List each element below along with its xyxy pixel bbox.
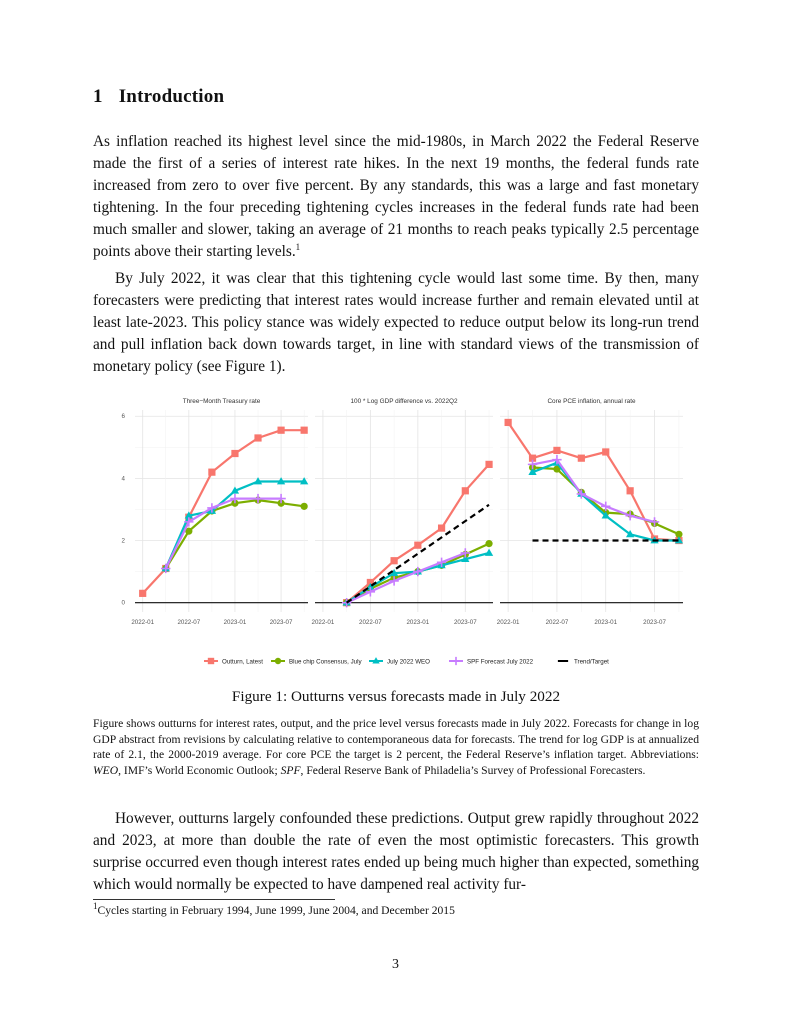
footnote [93, 901, 699, 917]
panel-title: Three−Month Treasury rate [182, 398, 261, 405]
panel-background [500, 410, 683, 612]
legend-label: SPF Forecast July 2022 [467, 658, 534, 666]
figure-note-abbrev-spf: SPF [280, 763, 301, 777]
figure-note-part-3: , Federal Reserve Bank of Philadelia’s Survey of Professional Forecasters. [300, 763, 646, 777]
data-point-outturn [602, 448, 609, 455]
legend-label: Outturn, Latest [222, 658, 263, 666]
data-point-outturn [139, 590, 146, 597]
x-tick-label: 2023-01 [223, 619, 247, 626]
x-tick-label: 2022-07 [359, 619, 382, 626]
legend-label: Blue chip Consensus, July [289, 658, 362, 666]
x-tick-label: 2022-01 [311, 619, 335, 626]
legend-label: July 2022 WEO [387, 658, 430, 666]
figure-chart [93, 392, 699, 682]
paragraph-3: However, outturns largely confounded these predictions. Output grew rapidly throughout 2022 and 2023, at more than double the rate of even the most optimistic forecasters. This growth surprise occurred even though interest rates ended up being much higher than expected, something which would normally be expected to have dampened real activity fur- [93, 810, 699, 894]
data-point-bluechip [301, 503, 308, 510]
data-point-legend-spf [452, 657, 460, 665]
section-heading [93, 86, 224, 108]
footnote-mark: 1 [93, 901, 98, 912]
x-tick-label: 2022-01 [496, 619, 520, 626]
figure-1 [93, 392, 699, 682]
y-tick-label: 4 [121, 475, 125, 483]
data-point-outturn [627, 487, 634, 494]
section-title: Introduction [118, 86, 225, 107]
data-point-outturn [277, 427, 284, 434]
legend-label: Trend/Target [574, 658, 609, 666]
x-tick-label: 2023-01 [406, 619, 430, 626]
data-point-outturn [485, 461, 492, 468]
paragraph-1-text: As inflation reached its highest level since the mid-1980s, in March 2022 the Federal Reserve made the first of a series of interest rate hikes. In the next 19 months, the federal funds rate increased from zero to over five percent. By any standards, this was a large and fast monetary tightening. In the four preceding tightening cycles increases in the federal funds rate had been much smaller and slower, taking an average of 21 months to reach peaks typically 2.5 percentage points above their starting levels. [93, 133, 699, 261]
data-point-outturn [462, 487, 469, 494]
figure-note-part-2: , IMF’s World Economic Outlook; [118, 763, 281, 777]
footnote-rule [93, 899, 335, 900]
panel-background [315, 410, 493, 612]
footnote-ref[interactable]: 1 [295, 242, 301, 253]
footnote-text: Cycles starting in February 1994, June 1999, June 2004, and December 2015 [97, 904, 455, 917]
x-tick-label: 2022-07 [177, 619, 201, 626]
data-point-outturn [391, 557, 398, 564]
x-tick-label: 2023-07 [643, 619, 666, 626]
data-point-outturn [208, 469, 215, 476]
panel-background [135, 410, 308, 612]
y-tick-label: 6 [121, 413, 125, 421]
y-tick-label: 0 [121, 599, 125, 607]
x-tick-label: 2023-01 [594, 619, 618, 626]
data-point-outturn [438, 524, 445, 531]
x-tick-label: 2023-07 [269, 619, 293, 626]
paragraph-2: By July 2022, it was clear that this tightening cycle would last some time. By then, many forecasters were predicting that interest rates would increase further and remain elevated until at least late-2023. This policy stance was widely expected to reduce output below its long-run trend and pull inflation back down towards target, in line with standard views of the transmission of monetary policy (see Figure 1). [93, 270, 699, 376]
figure-note [93, 716, 699, 778]
data-point-bluechip [485, 540, 492, 547]
section-number: 1 [93, 86, 103, 107]
paragraph-1 [93, 131, 699, 264]
figure-caption: Figure 1: Outturns versus forecasts made in July 2022 [231, 688, 561, 705]
data-point-outturn [231, 450, 238, 457]
panel-title: 100 * Log GDP difference vs. 2022Q2 [350, 398, 458, 405]
figure-note-part-1: Figure shows outturns for interest rates, output, and the price level versus forecasts made in July 2022. Forecasts for change in log GDP abstract from revisions by calculating relative to contemporaneous data for forecasts. The trend for log GDP is at annualized rate of 2.1, the 2000-2019 average. For core PCE the target is 2 percent, the Federal Reserve’s inflation target. Abbreviations: [93, 717, 699, 761]
x-tick-label: 2022-07 [545, 619, 569, 626]
data-point-outturn [414, 542, 421, 549]
data-point-outturn [578, 455, 585, 462]
page-number: 3 [392, 957, 399, 972]
x-tick-label: 2022-01 [131, 619, 155, 626]
figure-note-abbrev-weo: WEO [93, 763, 119, 777]
data-point-outturn [301, 427, 308, 434]
data-point-outturn [505, 419, 512, 426]
y-tick-label: 2 [121, 537, 125, 545]
x-tick-label: 2023-07 [453, 619, 477, 626]
data-point-outturn [553, 447, 560, 454]
panel-title: Core PCE inflation, annual rate [547, 398, 636, 405]
data-point-outturn [254, 434, 261, 441]
data-point-legend-outturn [208, 658, 214, 664]
data-point-legend-bluechip [275, 658, 281, 664]
